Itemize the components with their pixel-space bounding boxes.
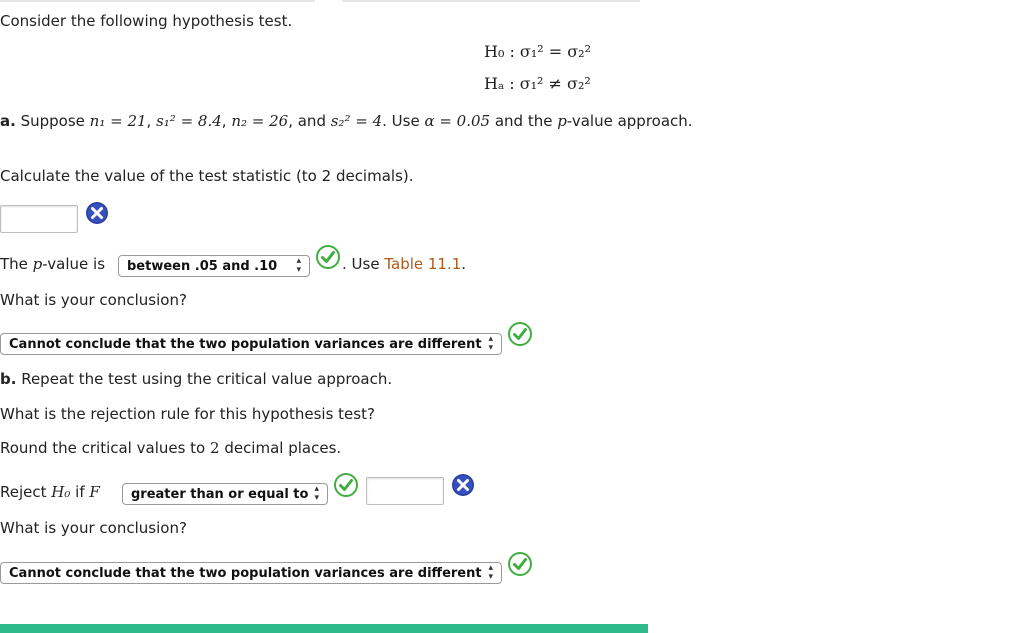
part-a-text: Suppose <box>20 112 90 130</box>
rule-prompt: What is the rejection rule for this hypothesis test? <box>0 405 375 423</box>
top-divider-left <box>0 0 315 2</box>
and-text: , and <box>288 112 331 130</box>
use-table-prefix: . Use <box>342 255 385 273</box>
select-arrows-icon: ▴ ▾ <box>314 484 319 503</box>
n1-value: n₁ = 21 <box>89 112 147 130</box>
reject-f: F <box>89 483 100 501</box>
conclusion-prompt-b: What is your conclusion? <box>0 519 187 537</box>
conclusion-select-b-value: Cannot conclude that the two population variances are different <box>9 565 482 581</box>
round-prefix: Round the critical values to <box>0 439 210 457</box>
calc-prompt: Calculate the value of the test statistic (to 2 decimals). <box>0 167 414 185</box>
part-b-statement <box>0 370 392 388</box>
round-instruction <box>0 439 341 457</box>
alpha-value: α = 0.05 <box>424 112 491 130</box>
part-b-text: Repeat the test using the critical value approach. <box>16 370 393 388</box>
n2-value: n₂ = 26 <box>231 112 289 130</box>
progress-bar <box>0 624 648 633</box>
round-num: 2 <box>210 439 220 457</box>
pvalue-mid: -value is <box>42 255 106 273</box>
use-text: . Use <box>382 112 425 130</box>
round-suffix: decimal places. <box>219 439 342 457</box>
pvalue-select[interactable] <box>118 255 310 277</box>
part-a-statement: a. Suppose n₁ = 21, s₁² = 8.4, n₂ = 26, and s₂² = 4. Use α = 0.05 and the p-value approach. <box>0 112 693 130</box>
reject-rule-line <box>0 483 100 501</box>
x-circle-icon <box>451 473 475 497</box>
p-variable: p <box>32 255 43 273</box>
conclusion-select-a-value: Cannot conclude that the two population variances are different <box>9 336 482 352</box>
check-circle-icon <box>316 245 340 269</box>
check-circle-icon <box>334 473 358 497</box>
s2-value: s₂² = 4 <box>330 112 383 130</box>
pvalue-approach-text: -value approach. <box>566 112 693 130</box>
reject-if: if <box>70 483 90 501</box>
x-circle-icon <box>85 201 109 225</box>
select-arrows-icon: ▴ ▾ <box>296 256 301 275</box>
top-divider-right <box>342 0 640 2</box>
part-b-label: b. <box>0 370 17 388</box>
rule-select-value: greater than or equal to <box>131 486 309 502</box>
intro-text: Consider the following hypothesis test. <box>0 12 293 30</box>
conclusion-select-b[interactable] <box>0 562 502 584</box>
reject-h0: H₀ <box>51 483 71 501</box>
rule-select[interactable] <box>122 483 328 505</box>
use-table-line <box>342 255 466 273</box>
test-statistic-input[interactable] <box>0 205 78 233</box>
part-a-label: a. <box>0 112 16 130</box>
null-hypothesis: H₀ : σ₁² = σ₂² <box>484 42 592 61</box>
pvalue-line <box>0 255 105 273</box>
check-circle-icon <box>508 322 532 346</box>
and-the-text: and the <box>490 112 558 130</box>
reject-text: Reject <box>0 483 52 501</box>
pvalue-select-value: between .05 and .10 <box>127 258 278 274</box>
table-11-1-link[interactable]: Table 11.1 <box>384 255 462 273</box>
conclusion-prompt-a: What is your conclusion? <box>0 291 187 309</box>
check-circle-icon <box>508 552 532 576</box>
use-table-suffix: . <box>461 255 467 273</box>
conclusion-select-a[interactable] <box>0 333 502 355</box>
select-arrows-icon: ▴ ▾ <box>488 563 493 582</box>
pvalue-prefix: The <box>0 255 33 273</box>
p-variable: p <box>557 112 567 130</box>
s1-value: s₁² = 8.4 <box>156 112 222 130</box>
alternative-hypothesis: Hₐ : σ₁² ≠ σ₂² <box>484 74 591 93</box>
critical-value-input[interactable] <box>366 477 444 505</box>
select-arrows-icon: ▴ ▾ <box>488 334 493 353</box>
